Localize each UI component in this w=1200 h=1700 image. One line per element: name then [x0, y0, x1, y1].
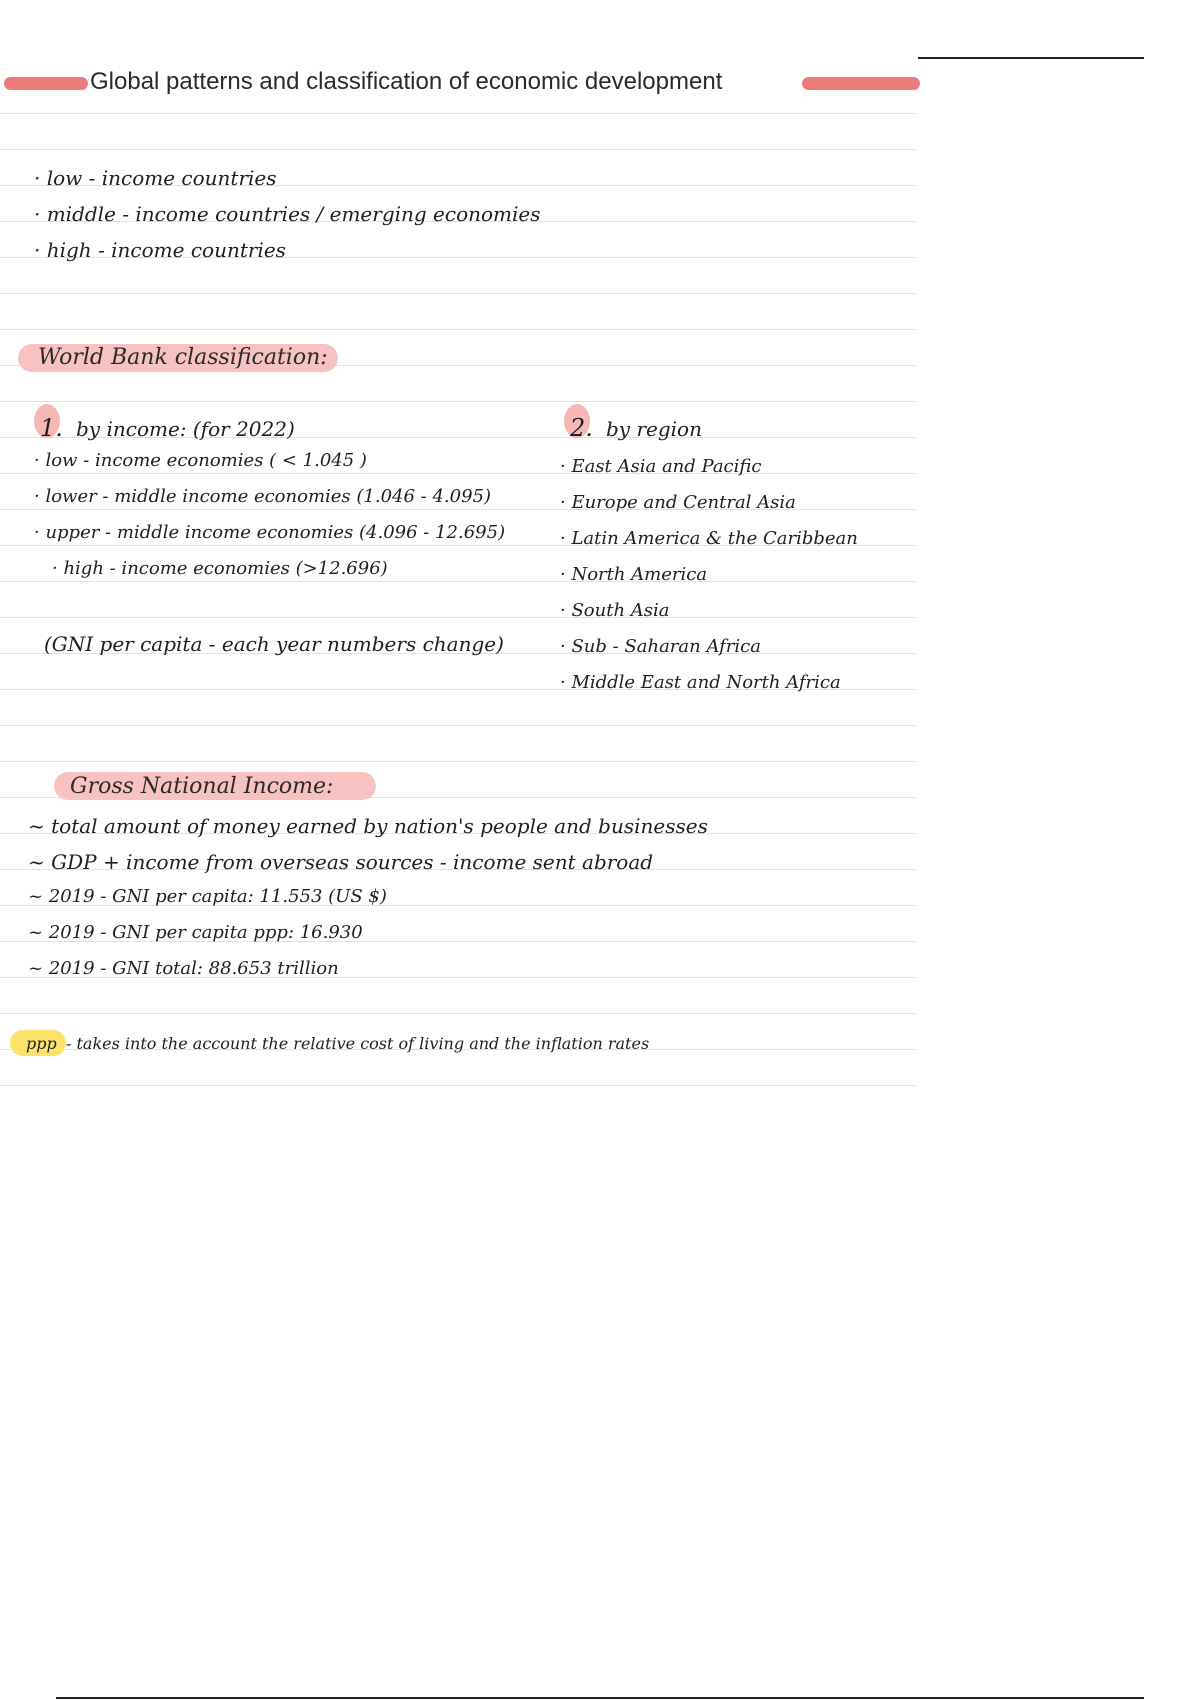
list-item: · middle - income countries / emerging economies	[34, 202, 541, 226]
rule-line	[0, 1085, 916, 1086]
bottom-divider	[56, 1697, 1144, 1699]
page-title-banner	[4, 66, 920, 102]
list-item: · North America	[560, 564, 708, 585]
rule-line	[0, 581, 916, 582]
gni-note: (GNI per capita - each year numbers change)	[44, 632, 504, 656]
list-item: · high - income countries	[34, 238, 286, 262]
list-item: · Europe and Central Asia	[560, 492, 796, 513]
title-accent-right	[802, 77, 920, 90]
by-income-title: by income: (for 2022)	[76, 417, 295, 441]
page-title: Global patterns and classification of economic development	[90, 68, 723, 95]
list-item: · low - income economies ( < 1.045 )	[34, 450, 367, 471]
rule-line	[0, 725, 916, 726]
rule-line	[0, 1013, 916, 1014]
list-item: · Middle East and North Africa	[560, 672, 841, 693]
rule-line	[0, 149, 916, 150]
list-item: · low - income countries	[34, 166, 277, 190]
rule-line	[0, 329, 916, 330]
list-item: · lower - middle income economies (1.046 - 4.095)	[34, 486, 492, 507]
list-item: · Sub - Saharan Africa	[560, 636, 761, 657]
world-bank-heading: World Bank classification:	[38, 345, 328, 370]
list-item: · high - income economies (>12.696)	[52, 558, 388, 579]
list-item: · South Asia	[560, 600, 670, 621]
ppp-definition: - takes into the account the relative cost of living and the inflation rates	[66, 1034, 650, 1053]
list-item: · East Asia and Pacific	[560, 456, 762, 477]
list-item: ~ GDP + income from overseas sources - income sent abroad	[28, 850, 654, 874]
section-number: 2.	[570, 414, 593, 442]
rule-line	[0, 617, 916, 618]
list-item: ~ 2019 - GNI per capita ppp: 16.930	[28, 922, 363, 943]
list-item: ~ 2019 - GNI total: 88.653 trillion	[28, 958, 339, 979]
gni-heading: Gross National Income:	[70, 774, 334, 799]
list-item: ~ 2019 - GNI per capita: 11.553 (US $)	[28, 886, 387, 907]
top-divider	[918, 57, 1144, 59]
rule-line	[0, 113, 916, 114]
rule-line	[0, 293, 916, 294]
section-number: 1.	[40, 414, 63, 442]
rule-line	[0, 473, 916, 474]
list-item: · Latin America & the Caribbean	[560, 528, 858, 549]
list-item: ~ total amount of money earned by nation's people and businesses	[28, 814, 708, 838]
title-accent-left	[4, 77, 88, 90]
ppp-label: ppp	[26, 1034, 57, 1053]
by-region-title: by region	[606, 417, 702, 441]
list-item: · upper - middle income economies (4.096 - 12.695)	[34, 522, 506, 543]
rule-line	[0, 761, 916, 762]
rule-line	[0, 401, 916, 402]
